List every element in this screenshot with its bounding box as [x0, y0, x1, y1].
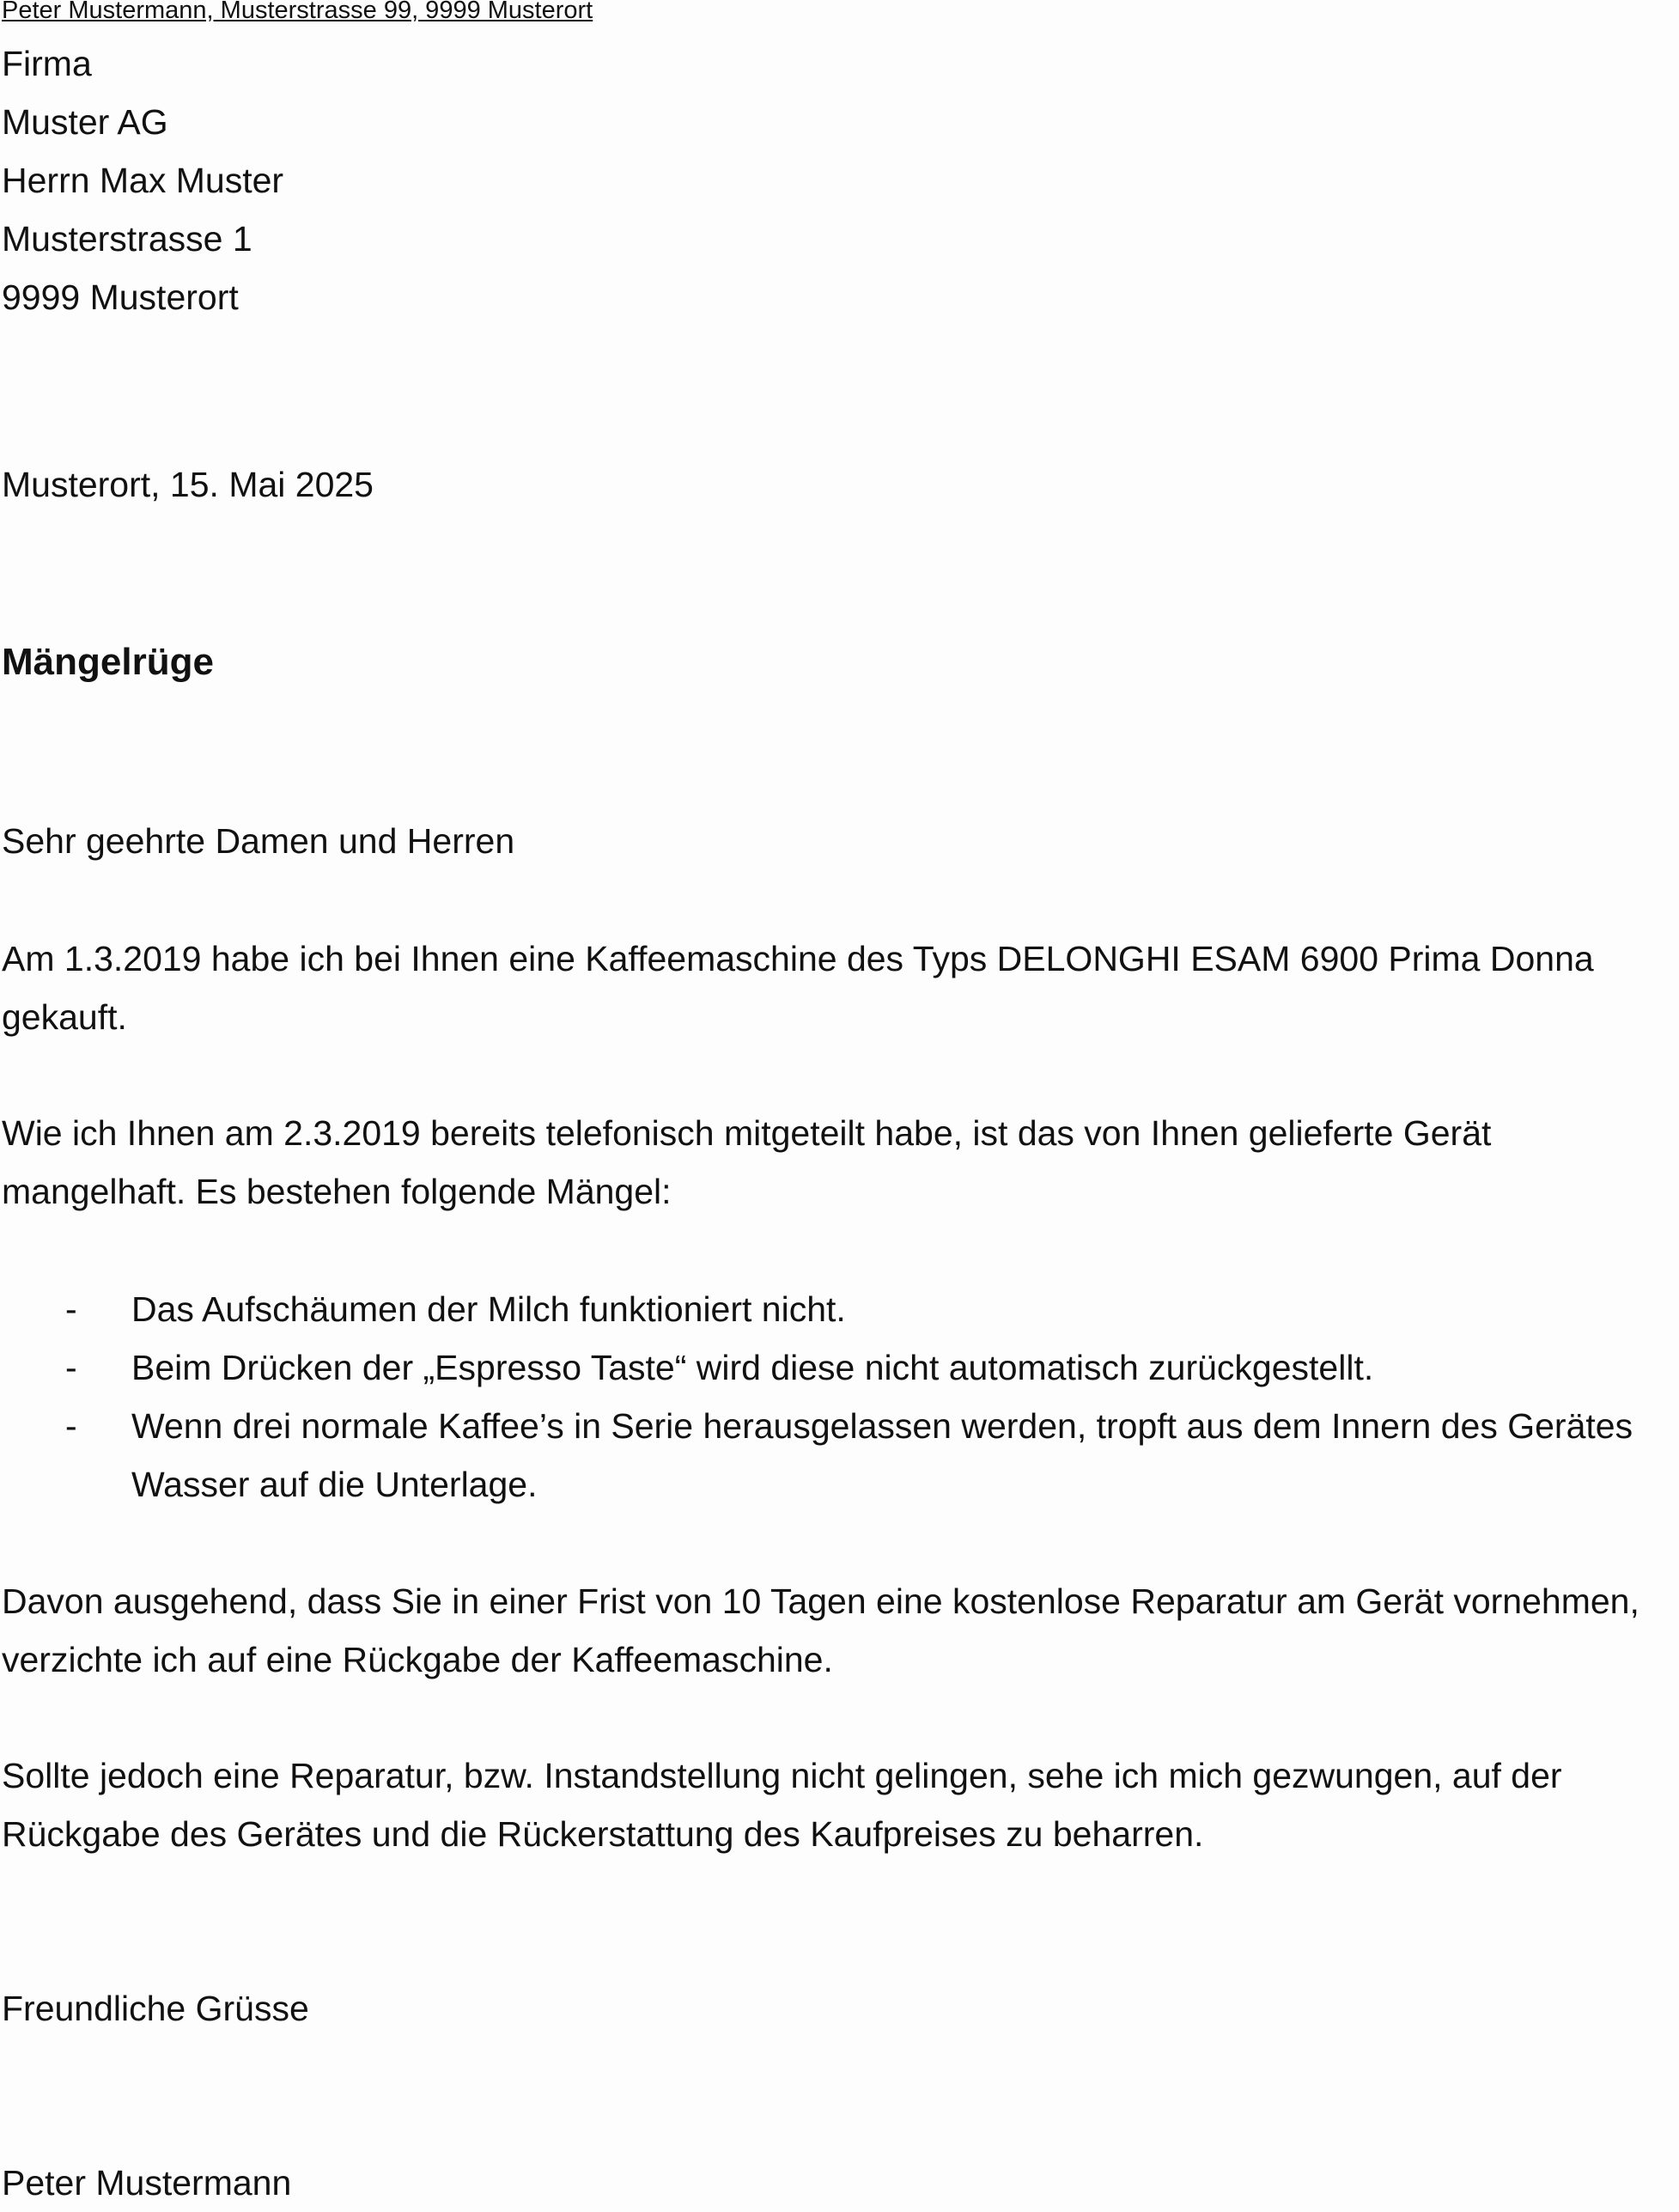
recipient-city: 9999 Musterort — [2, 277, 239, 317]
recipient-person: Herrn Max Muster — [2, 161, 284, 200]
recipient-company-label: Firma — [2, 44, 92, 83]
paragraph-refund-demand: Sollte jedoch eine Reparatur, bzw. Instandstellung nicht gelingen, sehe ich mich gezwungen, auf der Rückgabe des Gerätes und die Rückerstattung des Kaufpreises zu beharren. — [2, 1756, 1562, 1854]
subject-heading: Mängelrüge — [2, 641, 214, 683]
paragraph-purchase: Am 1.3.2019 habe ich bei Ihnen eine Kaffeemaschine des Typs DELONGHI ESAM 6900 Prima Donna gekauft. — [2, 939, 1594, 1037]
salutation: Sehr geehrte Damen und Herren — [2, 821, 515, 861]
defect-text: Wenn drei normale Kaffee’s in Serie herausgelassen werden, tropft aus dem Innern des Gerätes Wasser auf die Unterlage. — [131, 1406, 1633, 1504]
sender-address-line: Peter Mustermann, Musterstrasse 99, 9999 Musterort — [2, 0, 593, 24]
recipient-street: Musterstrasse 1 — [2, 219, 252, 259]
list-dash: - — [65, 1406, 77, 1446]
signature-name: Peter Mustermann — [2, 2163, 292, 2203]
paragraph-repair-deadline: Davon ausgehend, dass Sie in einer Frist von 10 Tagen eine kostenlose Reparatur am Gerät vornehmen, verzichte ich auf eine Rückgabe der Kaffeemaschine. — [2, 1581, 1639, 1679]
recipient-company: Muster AG — [2, 102, 168, 142]
defect-text: Das Aufschäumen der Milch funktioniert nicht. — [131, 1289, 846, 1329]
list-dash: - — [65, 1289, 77, 1329]
defect-text: Beim Drücken der „Espresso Taste“ wird diese nicht automatisch zurückgestellt. — [131, 1348, 1374, 1387]
paragraph-defect-notice: Wie ich Ihnen am 2.3.2019 bereits telefonisch mitgeteilt habe, ist das von Ihnen gelieferte Gerät mangelhaft. Es bestehen folgende Mängel: — [2, 1113, 1492, 1211]
date-line: Musterort, 15. Mai 2025 — [2, 465, 374, 504]
closing-greeting: Freundliche Grüsse — [2, 1989, 309, 2028]
list-dash: - — [65, 1348, 77, 1387]
